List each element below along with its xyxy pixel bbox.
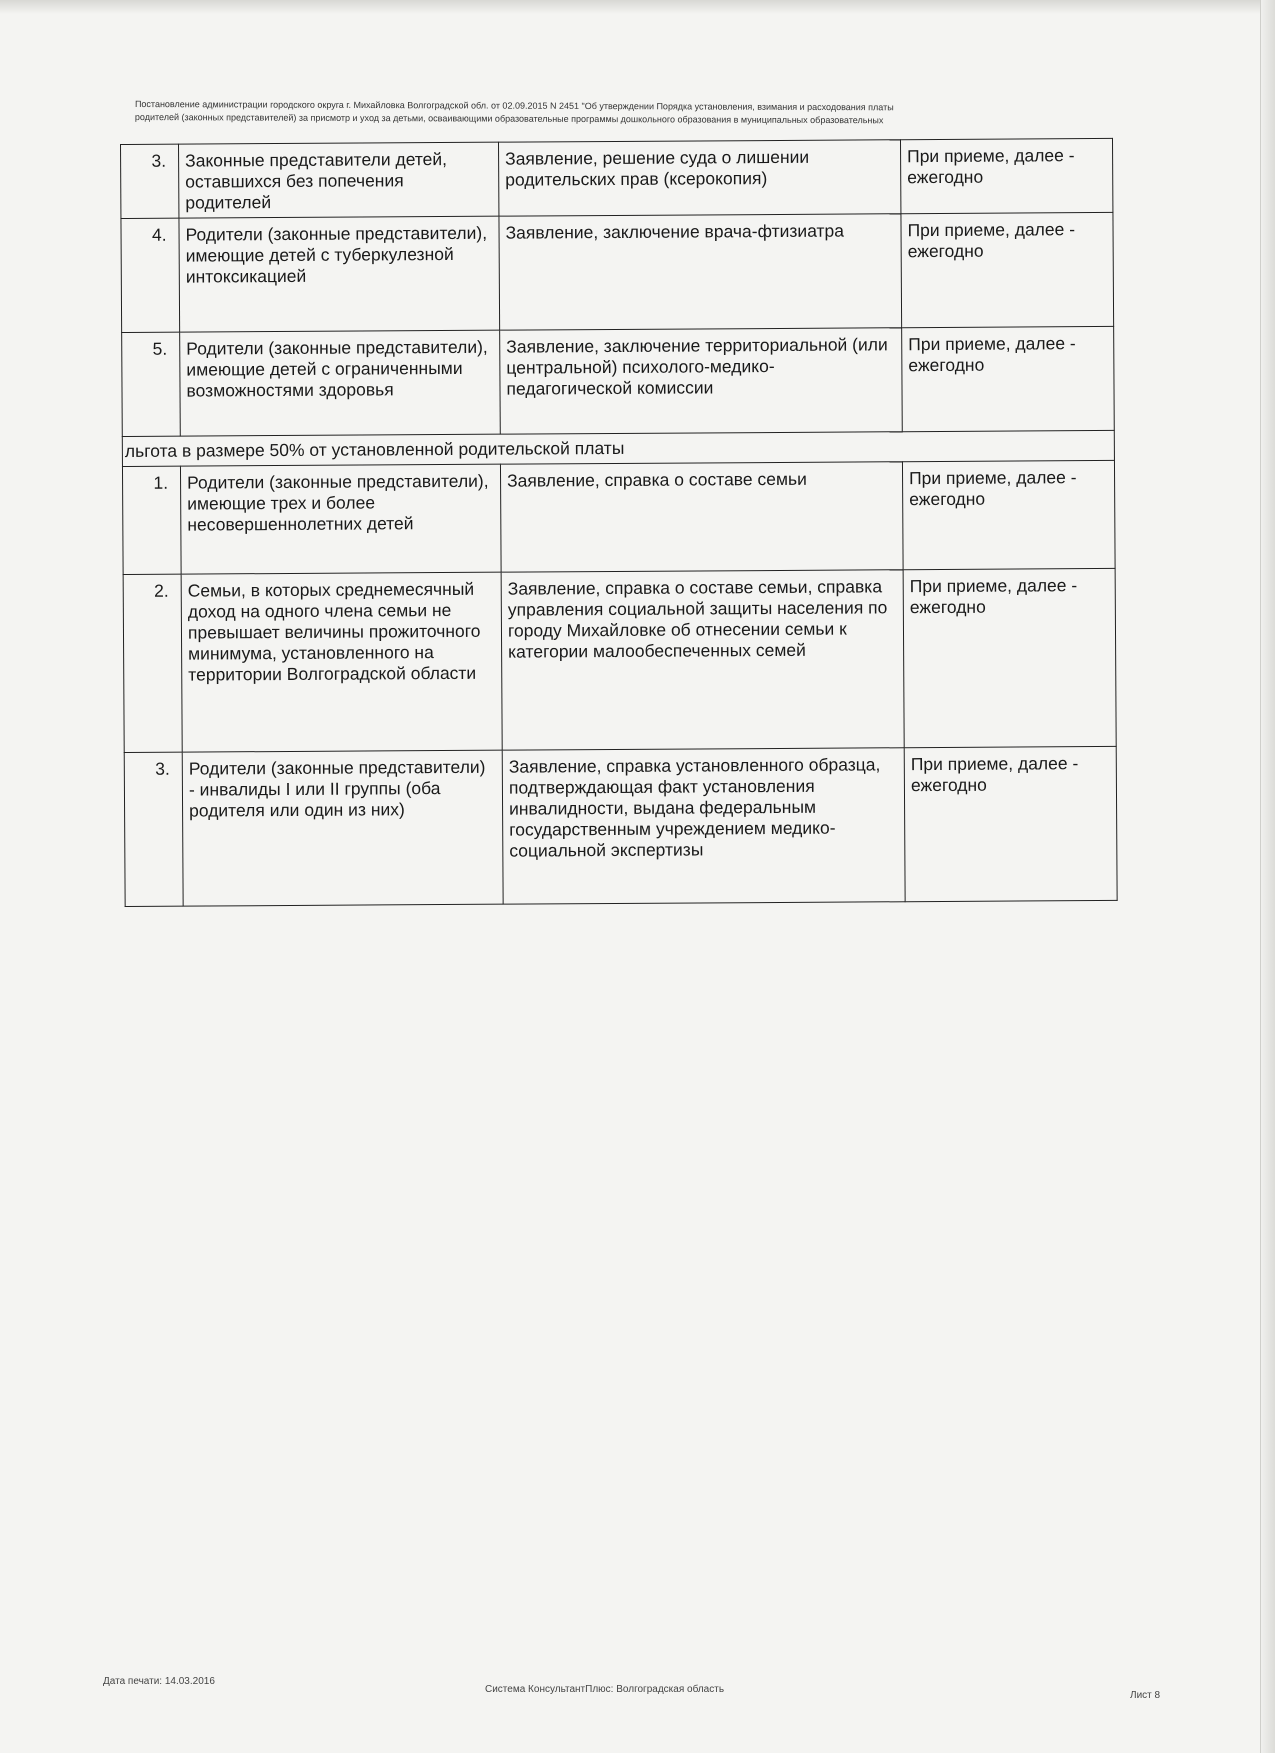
table-row xyxy=(124,746,1117,906)
row-number: 2. xyxy=(123,574,182,752)
category-cell: Семьи, в которых среднемесячный доход на одного члена семьи не превышает величины прожиточного минимума, установленного на территории Волгоградской области xyxy=(181,572,502,752)
table-row xyxy=(123,568,1116,752)
documents-cell: Заявление, справка о составе семьи, справка управления социальной защиты населения по городу Михайловке об отнесении семьи к категории малообеспеченных семей xyxy=(501,570,904,750)
scan-right-edge xyxy=(1260,0,1275,1753)
documents-cell: Заявление, заключение территориальной (или центральной) психолого-медико-педагогической комиссии xyxy=(500,328,903,434)
period-cell: При приеме, далее - ежегодно xyxy=(902,326,1115,431)
period-cell: При приеме, далее - ежегодно xyxy=(900,138,1112,213)
row-number: 5. xyxy=(122,332,181,436)
documents-cell: Заявление, справка установленного образца, подтверждающая факт установления инвалидности, выдана федеральным государственным учреждением медико-социальной экспертизы xyxy=(502,748,905,904)
category-cell: Родители (законные представители), имеющие детей с ограниченными возможностями здоровья xyxy=(180,330,501,436)
period-cell: При приеме, далее - ежегодно xyxy=(901,212,1114,327)
period-cell: При приеме, далее - ежегодно xyxy=(904,746,1117,901)
category-cell: Законные представители детей, оставшихся без попечения родителей xyxy=(179,142,499,218)
row-number: 1. xyxy=(122,466,181,574)
row-number: 3. xyxy=(121,144,179,218)
section-title: льгота в размере 50% от установленной родительской платы xyxy=(122,430,1114,466)
documents-cell: Заявление, решение суда о лишении родительских прав (ксерокопия) xyxy=(498,140,900,216)
period-cell: При приеме, далее - ежегодно xyxy=(903,568,1116,747)
category-cell: Родители (законные представители), имеющие трех и более несовершеннолетних детей xyxy=(180,464,501,574)
print-date: Дата печати: 14.03.2016 xyxy=(103,1676,215,1687)
category-cell: Родители (законные представители) - инвалиды I или II группы (оба родителя или один из них) xyxy=(182,750,503,906)
header-line-2: родителей (законных представителей) за присмотр и уход за детьми, осваивающими образовательные программы дошкольного образования в муниципальных образовательных xyxy=(134,111,884,126)
table-row xyxy=(121,212,1114,332)
page-number: Лист 8 xyxy=(1130,1690,1161,1701)
documents-cell: Заявление, заключение врача-фтизиатра xyxy=(499,214,902,330)
row-number: 4. xyxy=(121,218,180,332)
benefits-table xyxy=(120,138,1118,907)
table-row xyxy=(121,138,1113,218)
table-row xyxy=(122,460,1115,574)
category-cell: Родители (законные представители), имеющие детей с туберкулезной интоксикацией xyxy=(179,216,500,332)
document-header xyxy=(135,98,1195,129)
system-name: Система КонсультантПлюс: Волгоградская область xyxy=(485,1684,725,1695)
row-number: 3. xyxy=(124,752,183,906)
header-line-1: Постановление администрации городского округа г. Михайловка Волгоградской обл. от 02.09.2015 N 2451 "Об утверждении Порядка установления, взимания и расходования платы xyxy=(134,98,894,113)
scan-top-edge xyxy=(0,0,1275,14)
period-cell: При приеме, далее - ежегодно xyxy=(902,460,1115,569)
documents-cell: Заявление, справка о составе семьи xyxy=(500,462,903,572)
table-row xyxy=(122,326,1115,436)
